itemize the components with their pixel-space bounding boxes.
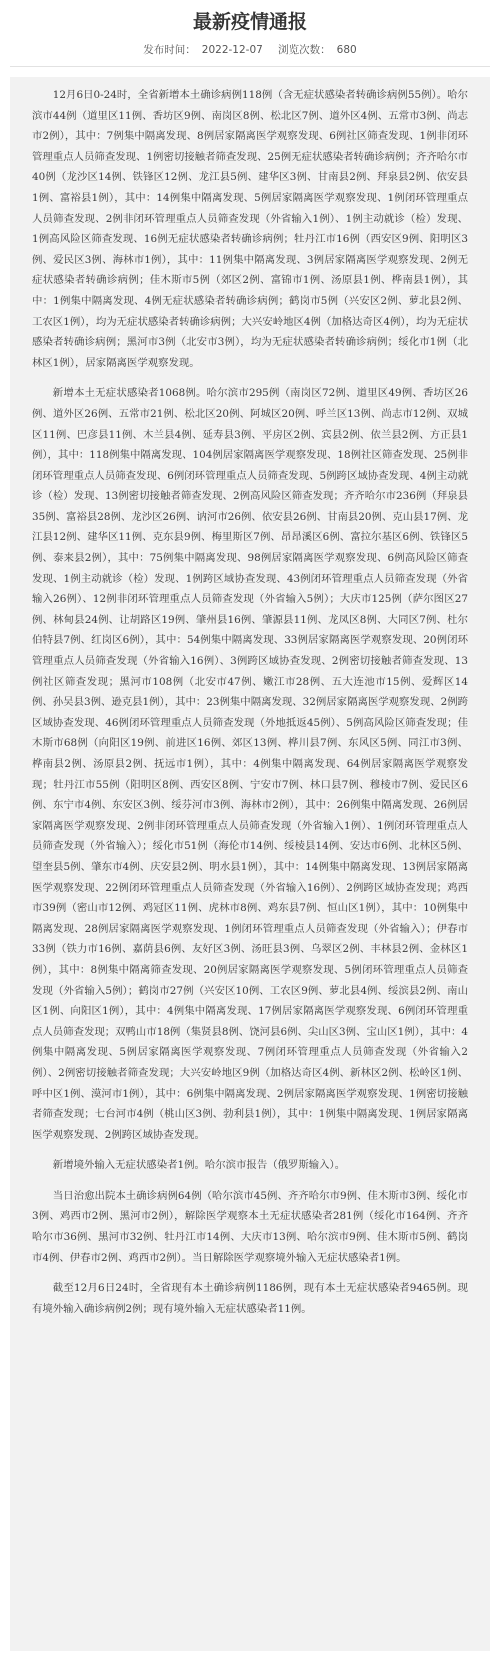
views-value: 680 — [336, 44, 357, 56]
paragraph-recoveries: 当日治愈出院本土确诊病例64例（哈尔滨市45例、齐齐哈尔市9例、佳木斯市3例、绥化市3例、鸡西市2例、黑河市2例），解除医学观察本土无症状感染者281例（绥化市164例、齐齐哈尔市36例、黑河市32例、牡丹江市14例、大庆市13例、哈尔滨市9例、佳木斯市5例、鹤岗市4例、伊春市2例、鸡西市2例）。当日解除医学观察境外输入无症状感染者1例。 — [32, 1189, 468, 1264]
page-title: 最新疫情通报 — [192, 11, 307, 33]
paragraph-asymptomatic-cases: 新增本土无症状感染者1068例。哈尔滨市295例（南岗区72例、道里区49例、香坊区26例、道外区26例、五常市21例、松北区20例、阿城区20例、呼兰区13例、尚志市12例、双城区11例、巴彦县11例、木兰县4例、延寿县3例、平房区2例、宾县2例、依兰县2例、方正县1例），其中：118例集中隔离发现、104例居家隔离医学观察发现、18例社区筛查发现、25例非闭环管理重点人员筛查发现、6例闭环管理重点人员筛查发现、5例跨区域协查发现、4例主动就诊（检）发现、13例密切接触者筛查发现、2例高风险区筛查发现；齐齐哈尔市236例（拜泉县35例、富裕县28例、龙沙区26例、讷河市26例、依安县26例、甘南县20例、克山县17例、龙江县12例、建华区11例、克东县9例、梅里斯区7例、昂昂溪区6例、富拉尔基区6例、铁锋区5例、泰来县2例），其中：75例集中隔离发现、98例居家隔离医学观察发现、6例高风险区筛查发现、1例主动就诊（检）发现、1例跨区域协查发现、43例闭环管理重点人员筛查发现（外省输入26例）、12例非闭环管理重点人员筛查发现（外省输入5例）；大庆市125例（萨尔图区27例、林甸县24例、让胡路区19例、肇州县16例、肇源县11例、龙凤区8例、大同区7例、杜尔伯特县7例、红岗区6例），其中：54例集中隔离发现、33例居家隔离医学观察发现、20例闭环管理重点人员筛查发现（外省输入16例）、3例跨区域协查发现、2例密切接触者筛查发现、13例社区筛查发现；黑河市108例（北安市47例、嫩江市28例、五大连池市15例、爱辉区14例、孙吴县3例、逊克县1例），其中：23例集中隔离发现、32例居家隔离医学观察发现、2例跨区域协查发现、46例闭环管理重点人员筛查发现（外地抵返45例）、5例高风险区筛查发现；佳木斯市68例（向阳区19例、前进区16例、郊区13例、桦川县7例、东风区5例、同江市3例、桦南县2例、汤原县2例、抚远市1例），其中：4例集中隔离发现、64例居家隔离医学观察发现；牡丹江市55例（阳明区8例、西安区8例、宁安市7例、林口县7例、穆棱市7例、爱民区6例、东宁市4例、东安区3例、绥芬河市3例、海林市2例），其中：26例集中隔离发现、26例居家隔离医学观察发现、2例非闭环管理重点人员筛查发现（外省输入1例）、1例闭环管理重点人员筛查发现（外省输入）；绥化市51例（海伦市14例、绥棱县14例、安达市6例、北林区5例、望奎县5例、肇东市4例、庆安县2例、明水县1例），其中：14例集中隔离发现、13例居家隔离医学观察发现、22例闭环管理重点人员筛查发现（外省输入16例）、2例跨区域协查发现；鸡西市39例（密山市12例、鸡冠区11例、虎林市8例、鸡东县7例、恒山区1例），其中：10例集中隔离发现、28例居家隔离医学观察发现、1例闭环管理重点人员筛查发现（外省输入）；伊春市33例（铁力市16例、嘉荫县6例、友好区3例、汤旺县3例、乌翠区2例、丰林县2例、金林区1例），其中：8例集中隔离筛查发现、20例居家隔离医学观察发现、5例闭环管理重点人员筛查发现（外省输入5例）；鹤岗市27例（兴安区10例、工农区9例、萝北县4例、绥滨县2例、南山区1例、向阳区1例），其中：4例集中隔离发现、17例居家隔离医学观察发现、6例闭环管理重点人员筛查发现；双鸭山市18例（集贤县8例、饶河县6例、尖山区3例、宝山区1例），其中：4例集中隔离发现、5例居家隔离医学观察发现、7例闭环管理重点人员筛查发现（外省输入2例）、2例密切接触者筛查发现；大兴安岭地区9例（加格达奇区4例、新林区2例、松岭区1例、呼中区1例、漠河市1例），其中：6例集中隔离发现、2例居家隔离医学观察发现、1例密切接触者筛查发现；七台河市4例（桃山区3例、勃利县1例），其中：1例集中隔离发现、1例居家隔离医学观察发现、2例跨区域协查发现。 — [32, 387, 468, 1141]
article-meta — [0, 42, 500, 58]
paragraph-confirmed-cases: 12月6日0-24时，全省新增本土确诊病例118例（含无症状感染者转确诊病例55例）。哈尔滨市44例（道里区11例、香坊区9例、南岗区8例、松北区7例、道外区4例、五常市3例、尚志市2例），其中：7例集中隔离发现、8例居家隔离医学观察发现、6例社区筛查发现、1例非闭环管理重点人员筛查发现、1例密切接触者筛查发现、25例无症状感染者转确诊病例；齐齐哈尔市40例（龙沙区14例、铁锋区12例、龙江县5例、建华区3例、甘南县2例、拜泉县2例、依安县1例、富裕县1例），其中：14例集中隔离发现、5例居家隔离医学观察发现、1例闭环管理重点人员筛查发现、2例非闭环管理重点人员筛查发现（外省输入1例）、1例主动就诊（检）发现、1例高风险区筛查发现、16例无症状感染者转确诊病例；牡丹江市16例（西安区9例、阳明区3例、爱民区3例、海林市1例），其中：11例集中隔离发现、3例居家隔离医学观察发现、2例无症状感染者转确诊病例；佳木斯市5例（郊区2例、富锦市1例、汤原县1例、桦南县1例），其中：1例集中隔离发现、4例无症状感染者转确诊病例；鹤岗市5例（兴安区2例、萝北县2例、工农区1例），均为无症状感染者转确诊病例；大兴安岭地区4例（加格达奇区4例），均为无症状感染者转确诊病例；黑河市3例（北安市3例），均为无症状感染者转确诊病例；绥化市1例（北林区1例），居家隔离医学观察发现。 — [32, 89, 468, 369]
article-body — [10, 77, 490, 1651]
header-divider — [10, 66, 490, 67]
view-count — [275, 44, 360, 56]
views-label: 浏览次数： — [278, 44, 331, 56]
publish-time — [140, 44, 266, 56]
publish-date: 2022-12-07 — [201, 44, 263, 56]
paragraph-cumulative-totals: 截至12月6日24时，全省现有本土确诊病例1186例，现有本土无症状感染者9465例。现有境外输入确诊病例2例；现有境外输入无症状感染者11例。 — [32, 1282, 468, 1315]
publish-label: 发布时间： — [143, 44, 196, 56]
paragraph-imported-cases: 新增境外输入无症状感染者1例。哈尔滨市报告（俄罗斯输入）。 — [52, 1159, 346, 1172]
